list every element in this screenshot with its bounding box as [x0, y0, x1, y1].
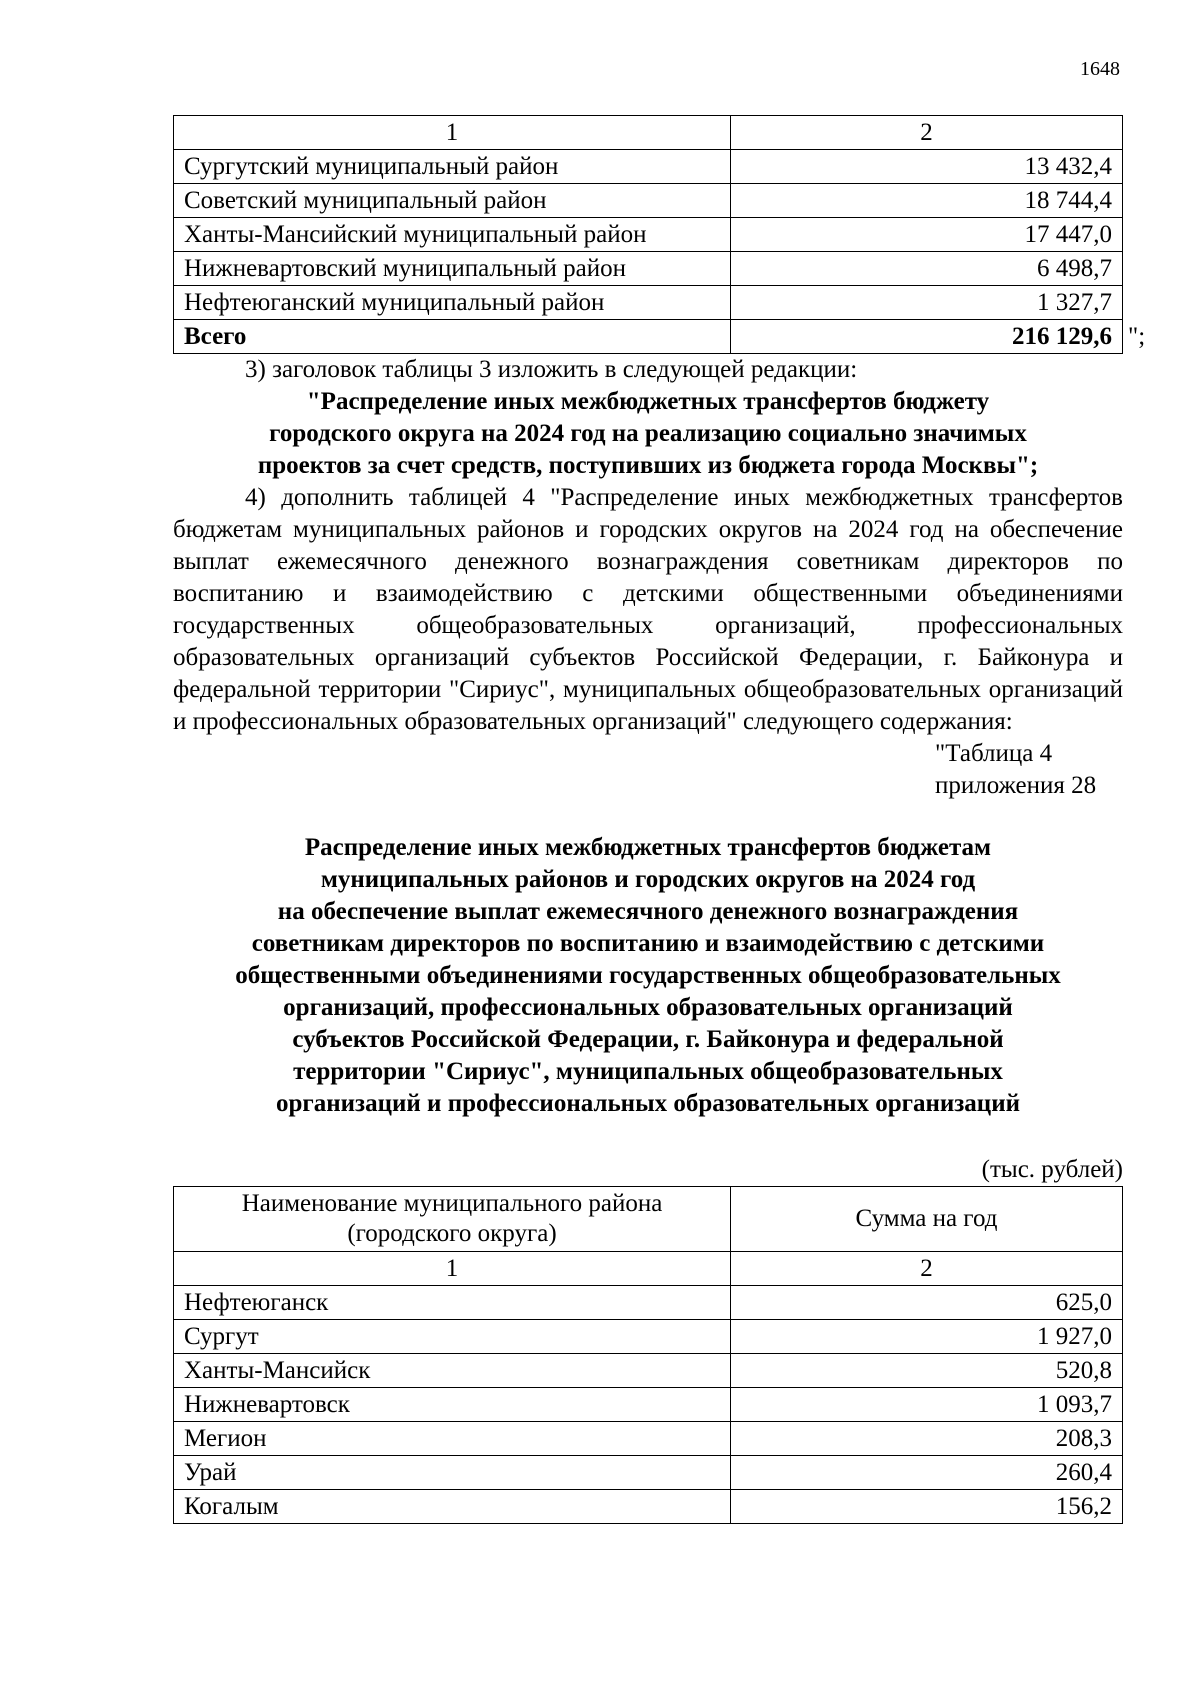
- table-row: [174, 1388, 1123, 1422]
- title-line: на обеспечение выплат ежемесячного денежного вознаграждения: [277, 898, 1019, 925]
- title-line: Распределение иных межбюджетных трансфертов бюджетам: [304, 834, 992, 861]
- district-name: Ханты-Мансийский муниципальный район: [174, 218, 731, 252]
- table-3-new-title-line: проектов за счет средств, поступивших из бюджета города Москвы";: [257, 452, 1039, 479]
- header-name: [174, 1187, 731, 1252]
- table-row: [174, 1320, 1123, 1354]
- total-label: Всего: [174, 320, 731, 354]
- caption-line: приложения 28: [935, 772, 1097, 799]
- column-number: 2: [731, 1252, 1123, 1286]
- table-row: [174, 1354, 1123, 1388]
- caption-line: "Таблица 4: [935, 740, 1053, 767]
- amount: 6 498,7: [731, 252, 1123, 286]
- table-row: [174, 252, 1123, 286]
- title-line: муниципальных районов и городских округов на 2024 год: [320, 866, 976, 893]
- table-3-new-title-line: городского округа на 2024 год на реализацию социально значимых: [269, 420, 1027, 447]
- table-closing-quote: ";: [1128, 323, 1146, 350]
- total-amount: 216 129,6: [731, 320, 1123, 354]
- amount: 18 744,4: [731, 184, 1123, 218]
- table-row: [174, 218, 1123, 252]
- amount: 156,2: [731, 1490, 1123, 1524]
- column-number-row: [174, 1252, 1123, 1286]
- city-name: Ханты-Мансийск: [174, 1354, 731, 1388]
- table-4-caption: [935, 738, 1123, 802]
- district-name: Нефтеюганский муниципальный район: [174, 286, 731, 320]
- amount: 1 093,7: [731, 1388, 1123, 1422]
- title-line: советникам директоров по воспитанию и взаимодействию с детскими: [251, 930, 1045, 957]
- header-name-line: Наименование муниципального района: [241, 1190, 663, 1217]
- column-number: 1: [174, 116, 731, 150]
- city-name: Сургут: [174, 1320, 731, 1354]
- district-name: Нижневартовский муниципальный район: [174, 252, 731, 286]
- page-number: 1648: [1080, 58, 1120, 80]
- city-name: Нижневартовск: [174, 1388, 731, 1422]
- table-row: [174, 1422, 1123, 1456]
- table-4-title: [173, 832, 1123, 1120]
- table-3-new-title-line: "Распределение иных межбюджетных трансфертов бюджету: [306, 388, 990, 415]
- total-row: [174, 320, 1123, 354]
- amount: 1 927,0: [731, 1320, 1123, 1354]
- city-name: Нефтеюганск: [174, 1286, 731, 1320]
- city-name: Мегион: [174, 1422, 731, 1456]
- amount: 520,8: [731, 1354, 1123, 1388]
- table-row: [174, 1490, 1123, 1524]
- header-row: [174, 1187, 1123, 1252]
- column-number: 1: [174, 1252, 731, 1286]
- amount: 13 432,4: [731, 150, 1123, 184]
- district-name: Сургутский муниципальный район: [174, 150, 731, 184]
- document-body: [173, 115, 1123, 1524]
- item-3-text: 3) заголовок таблицы 3 изложить в следующей редакции:: [245, 356, 858, 383]
- amount: 260,4: [731, 1456, 1123, 1490]
- amount: 1 327,7: [731, 286, 1123, 320]
- header-sum: Сумма на год: [731, 1187, 1123, 1252]
- item-4-text: 4) дополнить таблицей 4 "Распределение иных межбюджетных трансфертов бюджетам муниципальных районов и городских округов на 2024 год на обеспечение выплат ежемесячного денежного вознаграждения советникам директоров по воспитанию и взаимодействию с детскими общественными объединениями государственных общеобразовательных организаций, профессиональных образовательных организаций субъектов Российской Федерации, г. Байконура и федеральной территории "Сириус", муниципальных общеобразовательных организаций и профессиональных образовательных организаций" следующего содержания:: [173, 484, 1123, 735]
- table-row: [174, 150, 1123, 184]
- table-4: [173, 1186, 1123, 1524]
- district-name: Советский муниципальный район: [174, 184, 731, 218]
- table-row: [174, 1456, 1123, 1490]
- amount: 625,0: [731, 1286, 1123, 1320]
- city-name: Урай: [174, 1456, 731, 1490]
- city-name: Когалым: [174, 1490, 731, 1524]
- amount: 208,3: [731, 1422, 1123, 1456]
- table-row: [174, 1286, 1123, 1320]
- units-label: (тыс. рублей): [981, 1156, 1123, 1183]
- table-row: [174, 184, 1123, 218]
- title-line: территории "Сириус", муниципальных общеобразовательных: [293, 1058, 1003, 1085]
- title-line: организаций, профессиональных образовательных организаций: [283, 994, 1013, 1021]
- amount: 17 447,0: [731, 218, 1123, 252]
- column-number-row: [174, 116, 1123, 150]
- title-line: организаций и профессиональных образовательных организаций: [275, 1090, 1021, 1117]
- title-line: субъектов Российской Федерации, г. Байконура и федеральной: [292, 1026, 1004, 1053]
- header-name-line: (городского округа): [347, 1220, 557, 1247]
- column-number: 2: [731, 116, 1123, 150]
- table-row: [174, 286, 1123, 320]
- table-3-continuation: [173, 115, 1123, 354]
- title-line: общественными объединениями государственных общеобразовательных: [235, 962, 1061, 989]
